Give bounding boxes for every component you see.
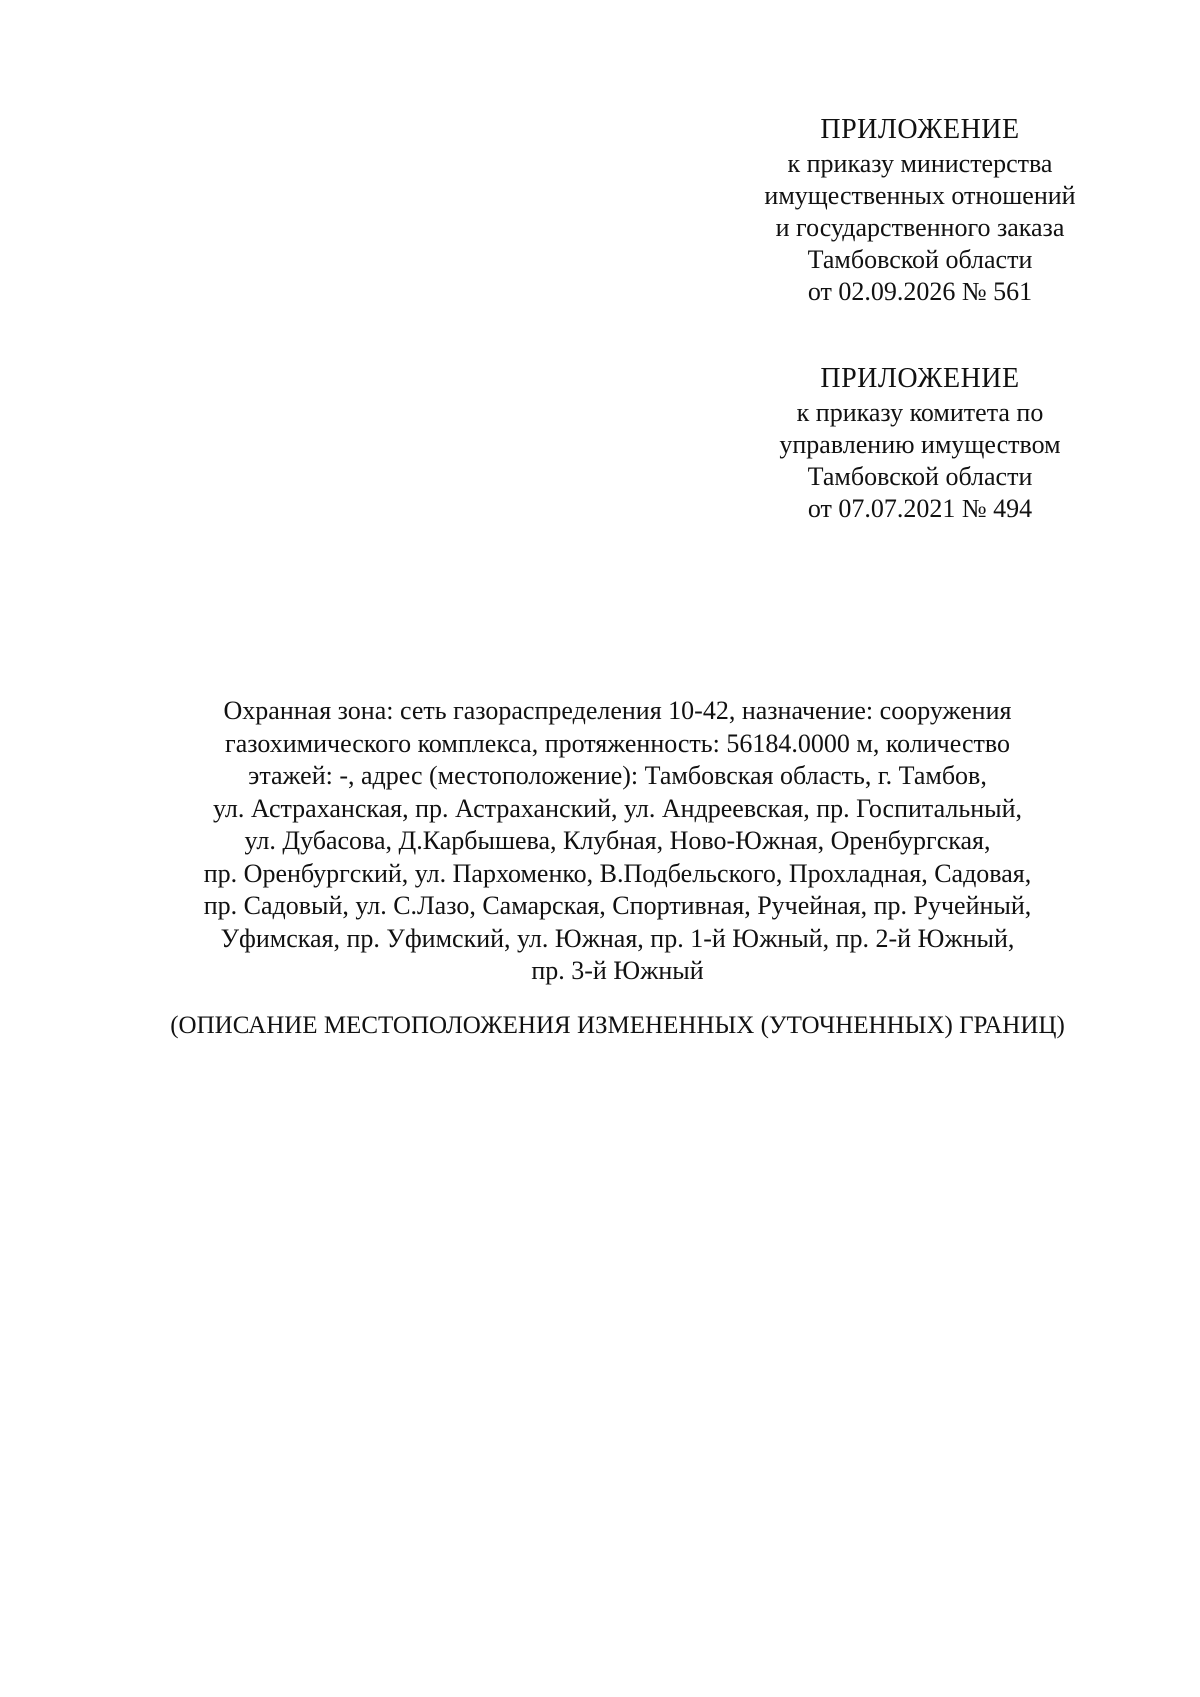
- description-line: пр. Садовый, ул. С.Лазо, Самарская, Спортивная, Ручейная, пр. Ручейный,: [203, 891, 1032, 920]
- description-line: пр. 3-й Южный: [531, 956, 704, 985]
- description-line: Уфимская, пр. Уфимский, ул. Южная, пр. 1-й Южный, пр. 2-й Южный,: [220, 923, 1015, 953]
- annex-1-header: [700, 114, 1140, 308]
- annex-2-line: управлению имуществом: [779, 430, 1061, 459]
- annex-1-line: имущественных отношений: [764, 181, 1076, 210]
- description-line: газохимического комплекса, протяженность: 56184.0000 м, количество: [225, 728, 1010, 758]
- annex-2-line: Тамбовской области: [807, 462, 1033, 491]
- annex-2-header: [700, 363, 1140, 525]
- annex-2-title: ПРИЛОЖЕНИЕ: [820, 363, 1020, 394]
- protection-zone-description: [150, 695, 1085, 988]
- boundary-description-heading: (ОПИСАНИЕ МЕСТОПОЛОЖЕНИЯ ИЗМЕНЕННЫХ (УТОЧНЕННЫХ) ГРАНИЦ): [170, 1012, 1065, 1039]
- description-line: пр. Оренбургский, ул. Пархоменко, В.Подбельского, Прохладная, Садовая,: [203, 858, 1032, 888]
- annex-1-line: Тамбовской области: [807, 245, 1033, 274]
- annex-1-line: и государственного заказа: [775, 213, 1065, 242]
- annex-1-line: к приказу министерства: [787, 149, 1053, 178]
- description-line: ул. Астраханская, пр. Астраханский, ул. Андреевская, пр. Госпитальный,: [212, 793, 1022, 823]
- description-line: этажей: -, адрес (местоположение): Тамбовская область, г. Тамбов,: [248, 761, 987, 790]
- annex-2-line: к приказу комитета по: [796, 398, 1044, 427]
- description-line: Охранная зона: сеть газораспределения 10-42, назначение: сооружения: [223, 696, 1012, 725]
- annex-1-date-number: от 02.09.2026 № 561: [807, 277, 1033, 306]
- annex-1-title: ПРИЛОЖЕНИЕ: [820, 114, 1020, 145]
- annex-2-date-number: от 07.07.2021 № 494: [807, 494, 1033, 523]
- description-line: ул. Дубасова, Д.Карбышева, Клубная, Ново-Южная, Оренбургская,: [244, 826, 991, 855]
